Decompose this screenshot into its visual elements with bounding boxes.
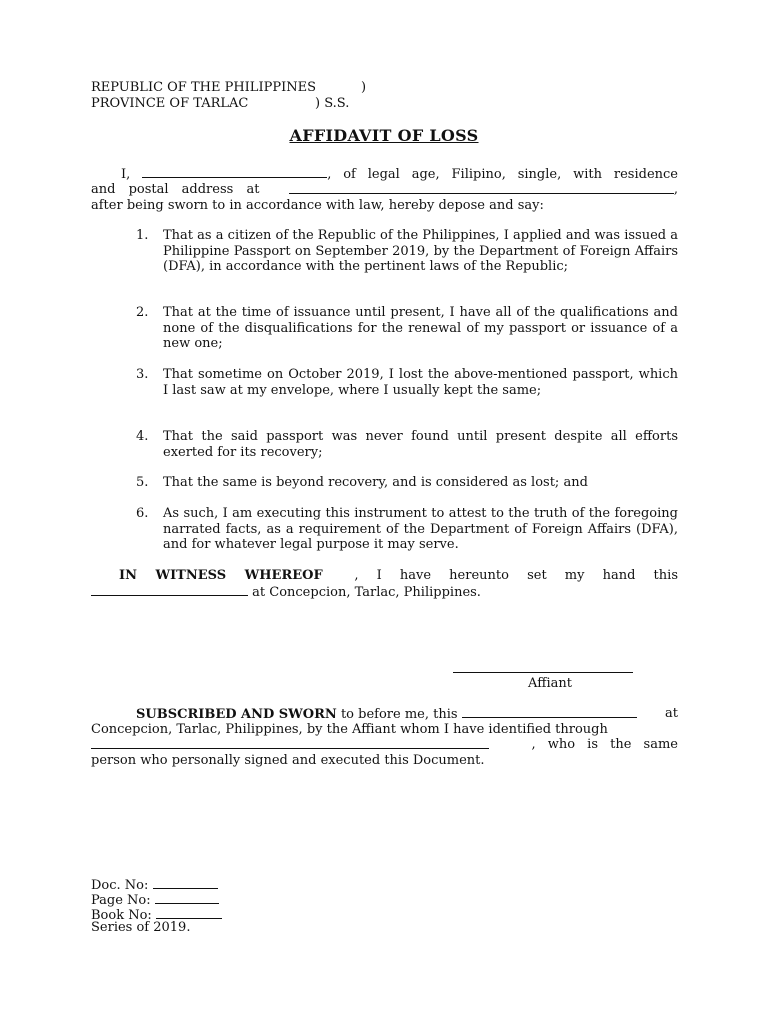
doc-no-blank[interactable] xyxy=(153,877,218,889)
book-no-blank[interactable] xyxy=(156,907,222,919)
jurat-line-2: Concepcion, Tarlac, Philippines, by the Affiant whom I have identified through xyxy=(91,722,608,737)
item-text: As such, I am executing this instrument to attest to the truth of the foregoing narrated facts, as a requirement of the Department of Foreign Affairs (DFA), and for whatever legal purpose it may serve. xyxy=(163,506,678,552)
caption-republic xyxy=(91,80,316,96)
page-no-blank[interactable] xyxy=(155,892,219,904)
address-blank-wrap xyxy=(289,182,678,198)
witness-heading: IN WITNESS WHEREOF xyxy=(119,568,323,583)
document-title: AFFIDAVIT OF LOSS xyxy=(289,126,479,145)
item-number: 2. xyxy=(136,305,149,320)
date-blank[interactable] xyxy=(91,584,248,596)
item-text: That sometime on October 2019, I lost the above-mentioned passport, which I last saw at my envelope, where I usually kept the same; xyxy=(163,367,678,398)
intro-i: I, xyxy=(121,167,131,182)
caption-province-text: PROVINCE OF TARLAC xyxy=(91,96,249,111)
item-number: 6. xyxy=(136,506,149,521)
item-number: 1. xyxy=(136,228,149,243)
caption-province xyxy=(91,96,248,112)
affiant-signature-line[interactable] xyxy=(453,672,633,673)
witness-line-2 xyxy=(91,584,678,601)
item-text: That as a citizen of the Republic of the Philippines, I applied and was issued a Philippine Passport on September 2019, by the Department of Foreign Affairs (DFA), in accordance with the pertinent laws of the Republic; xyxy=(163,228,678,274)
id-blank[interactable] xyxy=(91,737,489,749)
address-comma: , xyxy=(673,182,678,197)
address-blank[interactable] xyxy=(289,182,674,194)
item-text: That at the time of issuance until present, I have all of the qualifications and none of the disqualifications for the renewal of my passport or issuance of a new one; xyxy=(163,305,678,351)
book-no-label: Book No: xyxy=(91,908,152,923)
jurat-line-3 xyxy=(91,737,678,753)
jurat-date-blank[interactable] xyxy=(462,706,637,718)
item-text: That the said passport was never found until present despite all efforts exerted for its recovery; xyxy=(163,429,678,460)
series: Series of 2019. xyxy=(91,920,191,935)
witness-line-1 xyxy=(91,568,678,584)
intro-line-3: after being sworn to in accordance with law, hereby depose and say: xyxy=(91,198,544,213)
affiant-label: Affiant xyxy=(528,676,572,691)
caption-bracket: ) xyxy=(361,80,367,95)
intro-after-name: , of legal age, Filipino, single, with residence xyxy=(327,167,679,182)
intro-line-2 xyxy=(91,182,678,198)
jurat-line-4: person who personally signed and executed this Document. xyxy=(91,753,485,768)
jurat-rest: to before me, this xyxy=(340,707,458,722)
witness-place: at Concepcion, Tarlac, Philippines. xyxy=(252,585,481,600)
jurat-line-1 xyxy=(91,706,678,723)
doc-no-label: Doc. No: xyxy=(91,878,149,893)
jurat-heading: SUBSCRIBED AND SWORN xyxy=(136,707,337,722)
witness-rest: , I have hereunto set my hand this xyxy=(354,568,678,583)
caption-ss: ) S.S. xyxy=(315,96,350,111)
item-number: 5. xyxy=(136,475,149,490)
item-text: That the same is beyond recovery, and is considered as lost; and xyxy=(163,475,588,490)
page-no-label: Page No: xyxy=(91,893,151,908)
jurat-same-person: , who is the same xyxy=(531,737,678,752)
name-blank[interactable] xyxy=(142,166,327,178)
intro-line-1 xyxy=(91,166,678,183)
item-number: 3. xyxy=(136,367,149,382)
item-number: 4. xyxy=(136,429,149,444)
jurat-at: at xyxy=(665,706,678,721)
caption-republic-text: REPUBLIC OF THE PHILIPPINES xyxy=(91,80,316,95)
id-blank-wrap xyxy=(91,737,489,753)
address-label: and postal address at xyxy=(91,182,260,197)
